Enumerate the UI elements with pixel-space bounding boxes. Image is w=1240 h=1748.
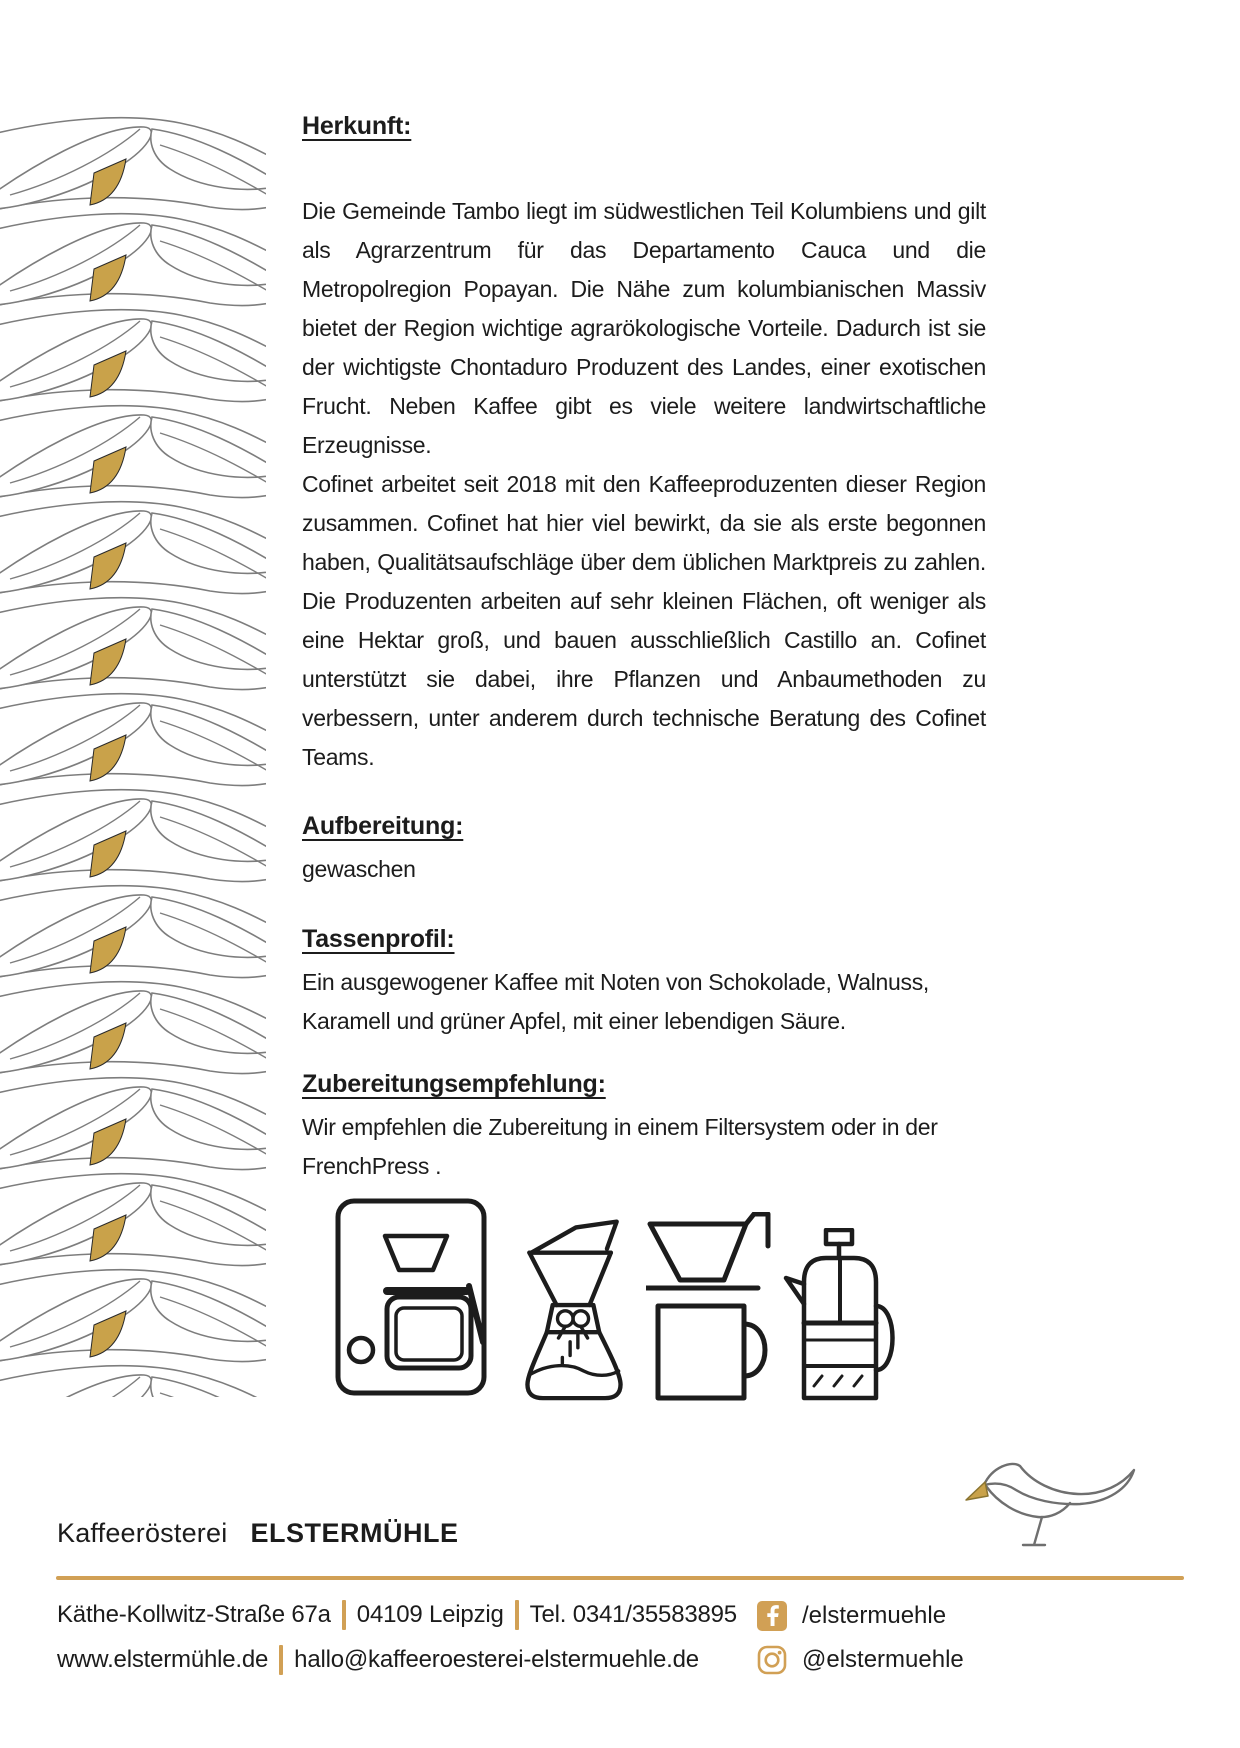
herkunft-paragraph-2: Cofinet arbeitet seit 2018 mit den Kaffeeproduzenten dieser Region zusammen. Cofinet hat hier viel bewirkt, da sie als erste begonnen haben, Qualitätsaufschläge über dem üblichen Marktpreis zu zahlen. Die Produzenten arbeiten auf sehr kleinen Flächen, oft weniger als eine Hektar groß, und bauen ausschließlich Castillo an. Cofinet unterstützt sie dabei, ihre Pflanzen und Anbaumethoden zu verbessern, unter anderem durch technische Beratung des Cofinet Teams. — [302, 471, 986, 770]
magpie-weave-pattern-svg — [0, 115, 266, 1397]
chemex-svg — [518, 1210, 630, 1402]
contact-line-2 — [57, 1642, 699, 1678]
brand-line — [57, 1518, 459, 1549]
section-heading-herkunft: Herkunft: — [302, 112, 412, 140]
facebook-row[interactable] — [757, 1598, 946, 1634]
section-heading-aufbereitung: Aufbereitung: — [302, 812, 464, 840]
gold-divider-bar — [342, 1600, 346, 1630]
instagram-handle[interactable]: @elstermuehle — [802, 1646, 964, 1673]
website-link[interactable]: www.elstermühle.de — [57, 1646, 269, 1673]
magpie-logo-svg — [962, 1455, 1142, 1551]
french-press-icon — [778, 1228, 904, 1402]
section-heading-zubereitung: Zubereitungsempfehlung: — [302, 1070, 606, 1098]
footer-divider-rule — [56, 1576, 1184, 1580]
gold-divider-bar — [515, 1600, 519, 1630]
email-link[interactable]: hallo@kaffeeroesterei-elstermuehle.de — [294, 1646, 699, 1673]
contact-line-1 — [57, 1597, 737, 1633]
section-heading-tassenprofil: Tassenprofil: — [302, 925, 455, 953]
aufbereitung-text: gewaschen — [302, 856, 416, 882]
street-address: Käthe-Kollwitz-Straße 67a — [57, 1601, 331, 1628]
zubereitung-text: Wir empfehlen die Zubereitung in einem Filtersystem oder in der FrenchPress . — [302, 1114, 938, 1179]
brand-name: ELSTERMÜHLE — [250, 1518, 459, 1548]
herkunft-text-block — [302, 192, 986, 777]
filter-coffee-machine-svg — [333, 1196, 489, 1398]
instagram-row[interactable] — [757, 1642, 964, 1678]
pour-over-dripper-mug-icon — [646, 1212, 778, 1402]
city: 04109 Leipzig — [356, 1601, 504, 1628]
herkunft-paragraph-1: Die Gemeinde Tambo liegt im südwestlichen Teil Kolumbiens und gilt als Agrarzentrum für das Departamento Cauca und die Metropolregion Popayan. Die Nähe zum kolumbianischen Massiv bietet der Region wichtige agrarökologische Vorteile. Dadurch ist sie der wichtigste Chontaduro Produzent des Landes, einer exotischen Frucht. Neben Kaffee gibt es viele weitere landwirtschaftliche Erzeugnisse. — [302, 198, 986, 458]
facebook-icon[interactable] — [757, 1601, 787, 1631]
phone-number: Tel. 0341/35583895 — [529, 1601, 737, 1628]
filter-coffee-machine-icon — [333, 1196, 489, 1398]
pour-over-dripper-mug-svg — [646, 1212, 778, 1402]
magpie-weave-pattern — [0, 115, 266, 1397]
french-press-svg — [778, 1228, 904, 1402]
gold-divider-bar — [279, 1645, 283, 1675]
magpie-logo — [962, 1455, 1142, 1551]
brand-prefix: Kaffeerösterei — [57, 1518, 228, 1548]
facebook-handle[interactable]: /elstermuehle — [802, 1602, 947, 1629]
tassenprofil-text: Ein ausgewogener Kaffee mit Noten von Schokolade, Walnuss, Karamell und grüner Apfel, mit einer lebendigen Säure. — [302, 969, 929, 1034]
chemex-icon — [518, 1210, 630, 1402]
instagram-icon[interactable] — [757, 1645, 787, 1675]
